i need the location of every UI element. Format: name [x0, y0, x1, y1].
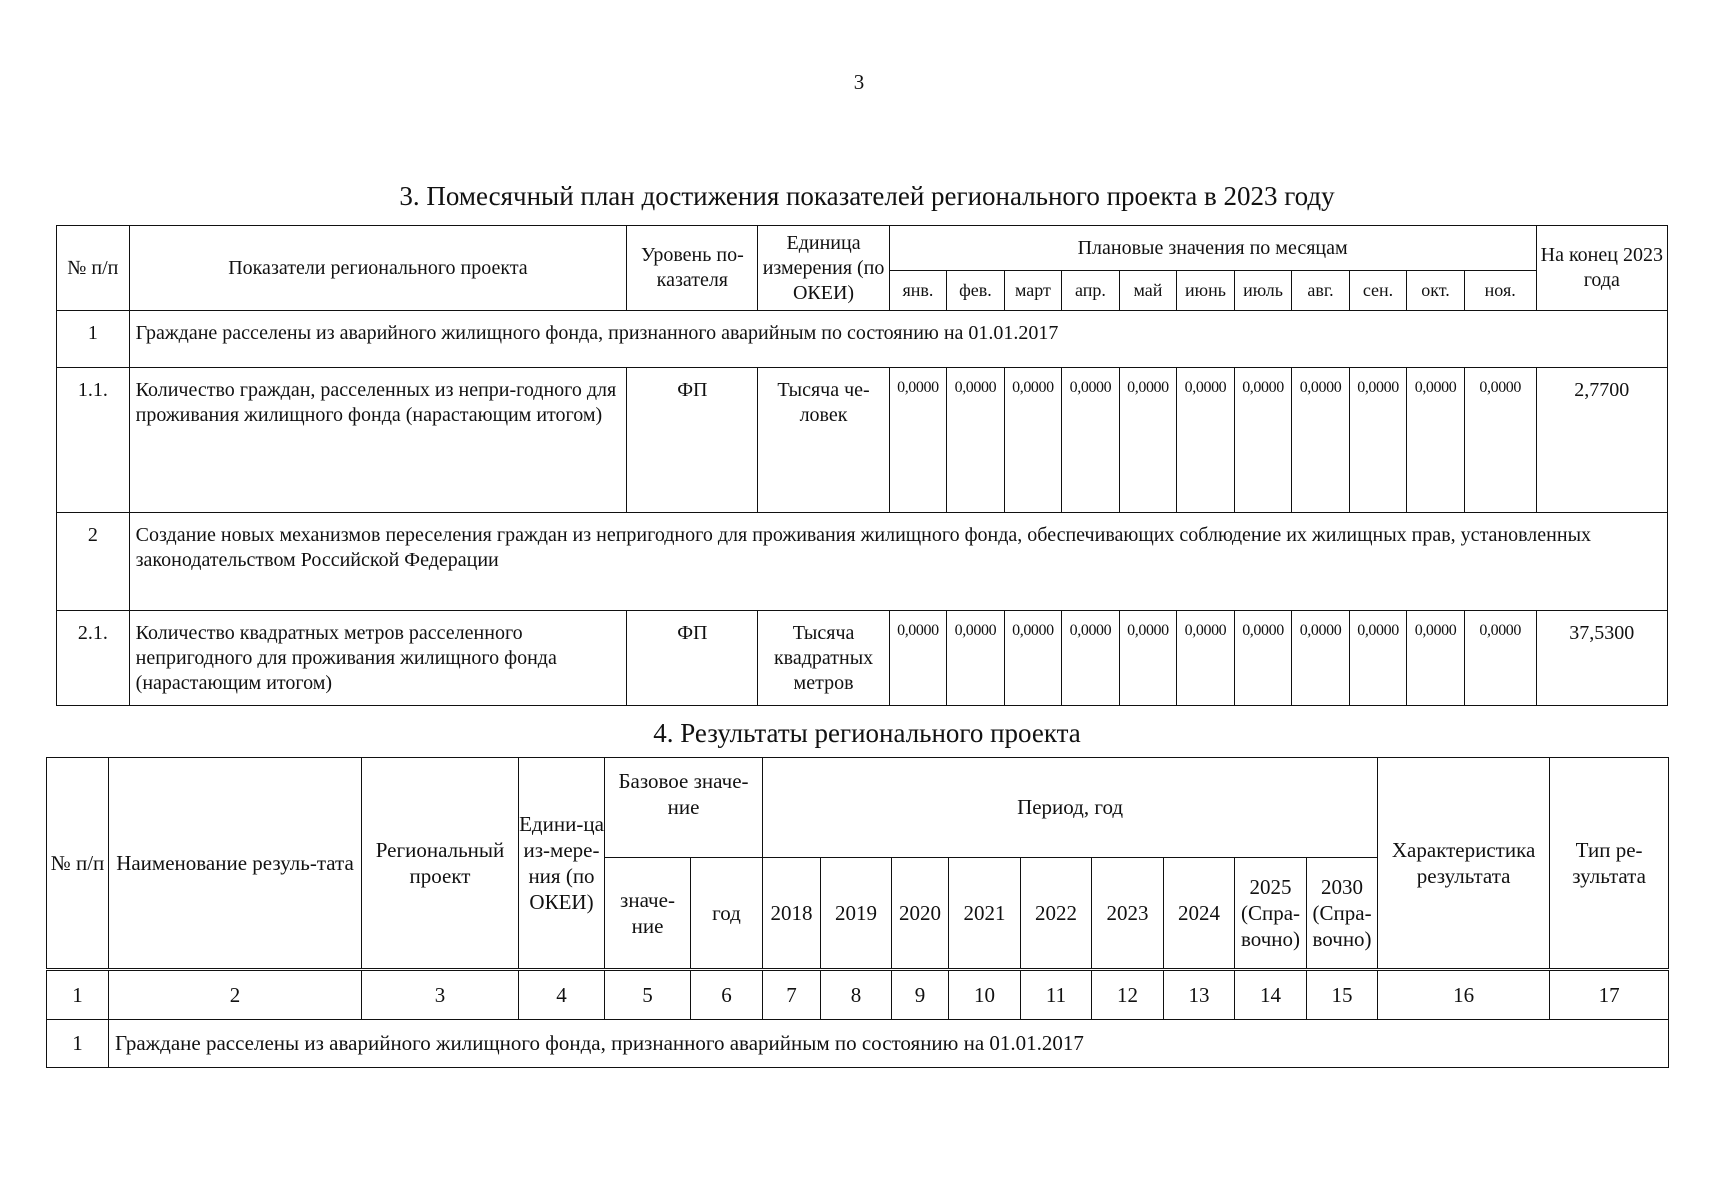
month-header: июнь — [1177, 271, 1235, 311]
header-period: Период, год — [763, 758, 1378, 858]
row-num: 1 — [57, 311, 130, 368]
column-number: 10 — [949, 970, 1021, 1020]
indicator-name: Количество граждан, расселенных из непри-годного для проживания жилищного фонда (нарастающим итогом) — [129, 368, 627, 513]
row-num: 1 — [47, 1020, 109, 1068]
group-title: Граждане расселены из аварийного жилищного фонда, признанного аварийным по состоянию на 01.01.2017 — [109, 1020, 1669, 1068]
month-value: 0,0000 — [1464, 611, 1536, 706]
column-number: 12 — [1092, 970, 1164, 1020]
month-header: март — [1004, 271, 1062, 311]
column-number: 4 — [519, 970, 605, 1020]
month-value: 0,0000 — [1004, 368, 1062, 513]
year-header: 2030 (Спра-вочно) — [1307, 858, 1378, 970]
column-number: 3 — [362, 970, 519, 1020]
table-row — [47, 1020, 1669, 1068]
column-number: 1 — [47, 970, 109, 1020]
header-level: Уровень по-казателя — [627, 226, 758, 311]
indicator-name: Количество квадратных метров расселенного непригодного для проживания жилищного фонда (нарастающим итогом) — [129, 611, 627, 706]
header-unit: Едини-ца из-мере-ния (по ОКЕИ) — [519, 758, 605, 970]
column-number: 2 — [109, 970, 362, 1020]
header-unit: Единица измерения (по ОКЕИ) — [758, 226, 889, 311]
month-value: 0,0000 — [1234, 368, 1292, 513]
column-number: 5 — [605, 970, 691, 1020]
month-value: 0,0000 — [1177, 368, 1235, 513]
group-title: Создание новых механизмов переселения граждан из непригодного для проживания жилищного фонда, обеспечивающих соблюдение их жилищных прав, установленных законодательством Российской Федерации — [129, 513, 1667, 611]
year-header: 2024 — [1164, 858, 1235, 970]
month-header: окт. — [1407, 271, 1465, 311]
month-value: 0,0000 — [1062, 611, 1120, 706]
table-row — [57, 311, 1668, 368]
year-header: 2023 — [1092, 858, 1164, 970]
section-3-title: 3. Помесячный план достижения показателей регионального проекта в 2023 году — [399, 181, 1335, 211]
row-num: 2.1. — [57, 611, 130, 706]
month-value: 0,0000 — [1349, 368, 1407, 513]
month-value: 0,0000 — [1349, 611, 1407, 706]
indicator-unit: Тысяча квадратных метров — [758, 611, 889, 706]
month-value: 0,0000 — [1464, 368, 1536, 513]
header-base-value: Базовое значе-ние — [605, 758, 763, 858]
year-header: 2022 — [1021, 858, 1092, 970]
indicator-level: ФП — [627, 611, 758, 706]
column-number: 11 — [1021, 970, 1092, 1020]
month-value: 0,0000 — [1004, 611, 1062, 706]
header-result-type: Тип ре-зультата — [1550, 758, 1669, 970]
header-regional-project: Региональный проект — [362, 758, 519, 970]
column-number: 15 — [1307, 970, 1378, 1020]
indicator-level: ФП — [627, 368, 758, 513]
header-indicator: Показатели регионального проекта — [129, 226, 627, 311]
year-header: 2018 — [763, 858, 821, 970]
column-number: 8 — [821, 970, 892, 1020]
month-value: 0,0000 — [1119, 611, 1177, 706]
page-number: 3 — [853, 70, 865, 94]
table-row — [57, 513, 1668, 611]
section-4-title: 4. Результаты регионального проекта — [653, 718, 1081, 748]
header-result-name: Наименование резуль-тата — [109, 758, 362, 970]
month-value: 0,0000 — [1407, 611, 1465, 706]
column-number: 14 — [1235, 970, 1307, 1020]
month-header: янв. — [889, 271, 947, 311]
column-number: 6 — [691, 970, 763, 1020]
column-number: 16 — [1378, 970, 1550, 1020]
year-end-value: 37,5300 — [1536, 611, 1667, 706]
month-header: апр. — [1062, 271, 1120, 311]
month-value: 0,0000 — [1234, 611, 1292, 706]
table-row — [57, 611, 1668, 706]
month-header: фев. — [947, 271, 1005, 311]
month-value: 0,0000 — [1177, 611, 1235, 706]
column-number: 7 — [763, 970, 821, 1020]
month-value: 0,0000 — [889, 611, 947, 706]
month-value: 0,0000 — [1119, 368, 1177, 513]
month-header: ноя. — [1464, 271, 1536, 311]
row-num: 1.1. — [57, 368, 130, 513]
header-num: № п/п — [47, 758, 109, 970]
header-planned: Плановые значения по месяцам — [889, 226, 1536, 271]
results-table — [46, 757, 1669, 1068]
month-header: сен. — [1349, 271, 1407, 311]
monthly-plan-table — [56, 225, 1668, 706]
month-value: 0,0000 — [947, 368, 1005, 513]
month-value: 0,0000 — [1062, 368, 1120, 513]
year-end-value: 2,7700 — [1536, 368, 1667, 513]
month-value: 0,0000 — [889, 368, 947, 513]
indicator-unit: Тысяча че-ловек — [758, 368, 889, 513]
month-value: 0,0000 — [1407, 368, 1465, 513]
column-number: 17 — [1550, 970, 1669, 1020]
column-number: 13 — [1164, 970, 1235, 1020]
month-value: 0,0000 — [947, 611, 1005, 706]
year-header: 2021 — [949, 858, 1021, 970]
year-header: 2019 — [821, 858, 892, 970]
month-value: 0,0000 — [1292, 368, 1350, 513]
month-header: май — [1119, 271, 1177, 311]
header-base-value-value: значе-ние — [605, 858, 691, 970]
table-row — [57, 368, 1668, 513]
year-header: 2020 — [892, 858, 949, 970]
month-header: авг. — [1292, 271, 1350, 311]
row-num: 2 — [57, 513, 130, 611]
header-num: № п/п — [57, 226, 130, 311]
column-number: 9 — [892, 970, 949, 1020]
month-header: июль — [1234, 271, 1292, 311]
month-value: 0,0000 — [1292, 611, 1350, 706]
header-year-end: На конец 2023 года — [1536, 226, 1667, 311]
header-characteristic: Характеристика результата — [1378, 758, 1550, 970]
year-header: 2025 (Спра-вочно) — [1235, 858, 1307, 970]
group-title: Граждане расселены из аварийного жилищного фонда, признанного аварийным по состоянию на 01.01.2017 — [129, 311, 1667, 368]
header-base-value-year: год — [691, 858, 763, 970]
